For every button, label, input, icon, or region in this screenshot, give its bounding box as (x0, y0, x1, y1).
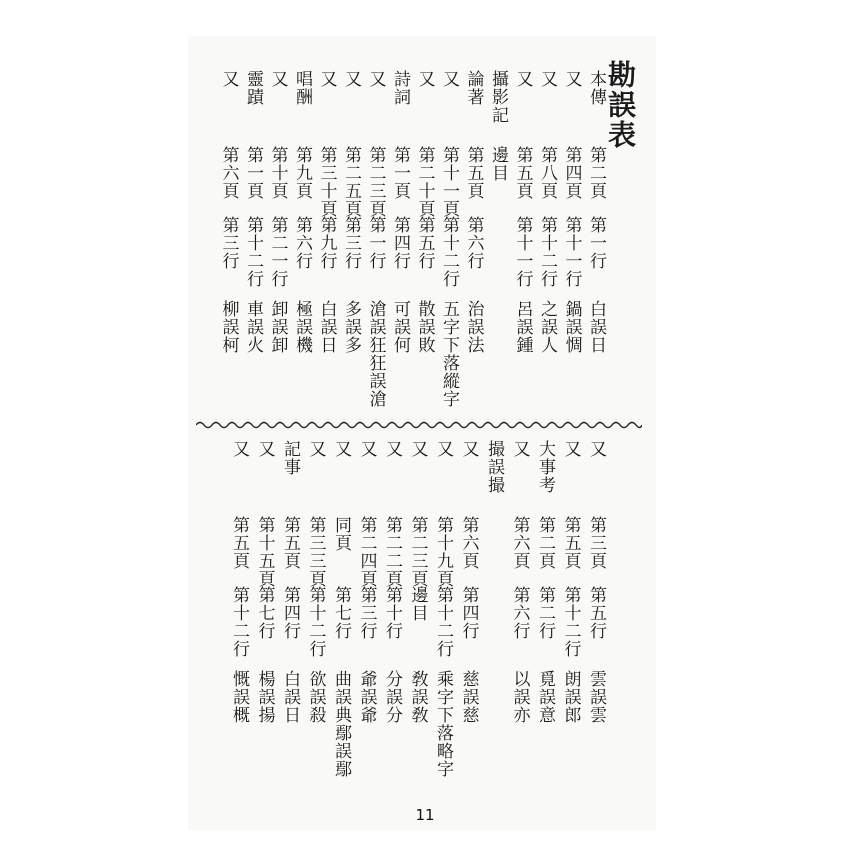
errata-column (478, 440, 502, 780)
errata-section: 又 (439, 70, 459, 88)
errata-section: 又 (356, 440, 377, 458)
errata-column (262, 70, 286, 410)
errata-correction: 鍋誤惆 (561, 300, 582, 354)
errata-column (325, 440, 349, 780)
errata-line: 第六行 (463, 216, 484, 270)
errata-section: 又 (229, 440, 249, 458)
errata-page: 第十一頁 (439, 146, 459, 218)
errata-section: 又 (407, 440, 428, 458)
errata-correction: 慨誤概 (229, 670, 249, 724)
errata-correction: 楊誤揚 (254, 670, 275, 724)
errata-line: 第二一行 (267, 216, 288, 288)
errata-column (249, 440, 273, 780)
errata-line: 第十二行 (243, 216, 263, 288)
errata-page: 第二頁 (586, 146, 606, 200)
errata-page: 第四頁 (561, 146, 582, 200)
errata-correction: 之誤人 (537, 300, 557, 354)
errata-line: 第七行 (331, 586, 351, 640)
errata-section: 又 (509, 440, 530, 458)
errata-page: 第六頁 (218, 146, 239, 200)
errata-column (223, 440, 247, 780)
errata-page: 第十頁 (267, 146, 288, 200)
errata-page: 第九頁 (292, 146, 312, 200)
errata-section: 又 (560, 440, 581, 458)
errata-page: 第二頁 (535, 516, 555, 570)
errata-page: 第二十頁 (414, 146, 435, 218)
errata-correction: 以誤亦 (509, 670, 530, 724)
errata-correction: 可誤何 (390, 300, 410, 354)
errata-column (237, 70, 261, 410)
errata-column (556, 70, 580, 410)
errata-correction: 欲誤殺 (305, 670, 326, 724)
errata-line: 第十二行 (305, 586, 326, 658)
errata-section: 大事考 (535, 440, 555, 494)
page-title: 勘誤表 (604, 60, 637, 150)
errata-column (433, 70, 457, 410)
errata-section: 又 (537, 70, 557, 88)
errata-page: 第三三頁 (305, 516, 326, 588)
errata-correction: 散誤敗 (414, 300, 435, 354)
errata-section: 又 (561, 70, 582, 88)
errata-column (335, 70, 359, 410)
errata-page: 第三頁 (586, 516, 606, 570)
errata-column (274, 440, 298, 780)
errata-page: 同頁 (331, 516, 351, 552)
errata-section: 又 (458, 440, 479, 458)
errata-column (286, 70, 310, 410)
errata-line: 第六行 (509, 586, 530, 640)
errata-page: 邊目 (488, 146, 508, 182)
errata-correction: 柳誤柯 (218, 300, 239, 354)
errata-line: 第一行 (365, 216, 386, 270)
errata-column (580, 70, 604, 410)
errata-section: 詩詞 (390, 70, 410, 106)
errata-page: 第二三頁 (407, 516, 428, 588)
errata-column (453, 440, 477, 780)
errata-section: 記事 (280, 440, 300, 476)
errata-section: 又 (365, 70, 386, 88)
errata-line: 第七行 (254, 586, 275, 640)
errata-page: 第十九頁 (433, 516, 453, 588)
errata-line: 第十一行 (512, 216, 533, 288)
errata-line: 第三行 (218, 216, 239, 270)
errata-correction: 白誤日 (316, 300, 337, 354)
errata-correction: 五字下落縱字 (439, 300, 459, 408)
wavy-separator (196, 418, 642, 432)
page-number: 11 (415, 806, 435, 824)
errata-section: 本傳 (586, 70, 606, 106)
errata-section: 又 (382, 440, 402, 458)
errata-correction: 白誤日 (586, 300, 606, 354)
errata-correction: 雲誤雲 (586, 670, 606, 724)
errata-column (507, 70, 531, 410)
errata-correction: 治誤法 (463, 300, 484, 354)
errata-section: 又 (512, 70, 533, 88)
errata-line: 第九行 (316, 216, 337, 270)
errata-page: 第六頁 (509, 516, 530, 570)
errata-column (402, 440, 426, 780)
errata-column (458, 70, 482, 410)
errata-line: 第三行 (356, 586, 377, 640)
errata-column (531, 70, 555, 410)
errata-correction: 慈誤慈 (458, 670, 479, 724)
errata-line: 第十二行 (560, 586, 581, 658)
errata-column (311, 70, 335, 410)
errata-column (360, 70, 384, 410)
errata-column (300, 440, 324, 780)
errata-page: 第二三頁 (365, 146, 386, 218)
errata-correction: 朗誤郎 (560, 670, 581, 724)
errata-page: 第五頁 (512, 146, 533, 200)
errata-page: 第六頁 (458, 516, 479, 570)
errata-line: 第五行 (586, 586, 606, 640)
errata-line: 第四行 (458, 586, 479, 640)
errata-column (555, 440, 579, 780)
errata-section: 又 (218, 70, 239, 88)
errata-column (580, 440, 604, 780)
errata-section: 又 (586, 440, 606, 458)
errata-page: 第五頁 (280, 516, 300, 570)
errata-section: 靈蹟 (243, 70, 263, 106)
errata-correction: 白誤日 (280, 670, 300, 724)
errata-column (427, 440, 451, 780)
errata-column (376, 440, 400, 780)
errata-correction: 覓誤意 (535, 670, 555, 724)
errata-page: 第十五頁 (254, 516, 275, 588)
errata-page: 第五頁 (463, 146, 484, 200)
errata-correction: 極誤機 (292, 300, 312, 354)
errata-correction: 爺誤爺 (356, 670, 377, 724)
errata-correction: 多誤多 (341, 300, 361, 354)
errata-page: 第一頁 (390, 146, 410, 200)
errata-page: 第二二頁 (382, 516, 402, 588)
errata-section: 又 (414, 70, 435, 88)
errata-column (213, 70, 237, 410)
errata-section: 又 (341, 70, 361, 88)
errata-page: 第二五頁 (341, 146, 361, 218)
errata-line: 第十二行 (433, 586, 453, 658)
errata-line: 第十一行 (561, 216, 582, 288)
errata-column (409, 70, 433, 410)
errata-line: 第三行 (341, 216, 361, 270)
errata-page: 第八頁 (537, 146, 557, 200)
errata-column (482, 70, 506, 410)
errata-section: 又 (331, 440, 351, 458)
errata-section: 攝影記 (488, 70, 508, 124)
errata-column (504, 440, 528, 780)
errata-page: 第五頁 (560, 516, 581, 570)
errata-line: 第四行 (390, 216, 410, 270)
errata-correction: 呂誤鍾 (512, 300, 533, 354)
errata-line: 第六行 (292, 216, 312, 270)
errata-line: 第一行 (586, 216, 606, 270)
errata-column (529, 440, 553, 780)
errata-page: 第一頁 (243, 146, 263, 200)
errata-correction: 分誤分 (382, 670, 402, 724)
errata-line: 第十二行 (229, 586, 249, 658)
errata-column (384, 70, 408, 410)
errata-line: 第十二行 (439, 216, 459, 288)
errata-section: 論著 (463, 70, 484, 106)
errata-section: 又 (267, 70, 288, 88)
errata-section: 又 (305, 440, 326, 458)
errata-column (351, 440, 375, 780)
errata-page: 第五頁 (229, 516, 249, 570)
errata-section: 撮誤撮 (484, 440, 504, 494)
errata-section: 又 (433, 440, 453, 458)
errata-line: 第四行 (280, 586, 300, 640)
errata-correction: 乘字下落略字 (433, 670, 453, 778)
errata-correction: 敎誤敎 (407, 670, 428, 724)
errata-section: 又 (254, 440, 275, 458)
errata-section: 唱酬 (292, 70, 312, 106)
errata-line: 第十行 (382, 586, 402, 640)
errata-correction: 卸誤卸 (267, 300, 288, 354)
errata-section: 又 (316, 70, 337, 88)
errata-line: 邊目 (407, 586, 428, 622)
errata-line: 第二行 (535, 586, 555, 640)
errata-line: 第五行 (414, 216, 435, 270)
errata-page: 第二四頁 (356, 516, 377, 588)
errata-line: 第十二行 (537, 216, 557, 288)
errata-correction: 滄誤狂狂誤滄 (365, 300, 386, 408)
errata-correction: 曲誤典鄢誤鄢 (331, 670, 351, 778)
errata-correction: 車誤火 (243, 300, 263, 354)
errata-page: 第三十頁 (316, 146, 337, 218)
